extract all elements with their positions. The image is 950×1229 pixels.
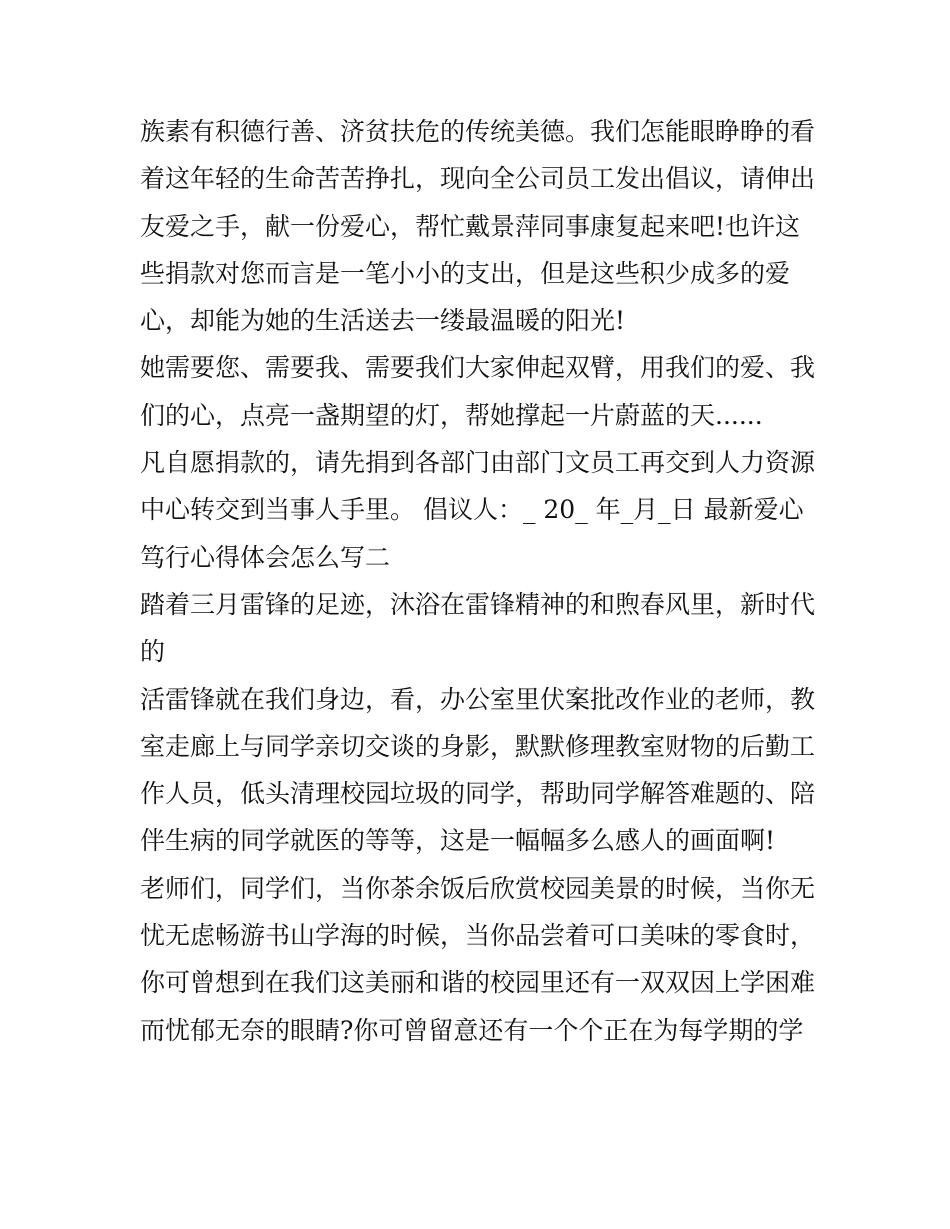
- text-line: 的: [140, 637, 166, 667]
- text-line: 室走廊上与同学亲切交谈的身影，默默修理教室财物的后勤工: [140, 731, 816, 761]
- text-line: 们的心，点亮一盏期望的灯，帮她撑起一片蔚蓝的天......: [140, 400, 763, 430]
- text-line: 中心转交到当事人手里。 倡议人：_ 20_ 年_月_日 最新爱心: [140, 495, 804, 525]
- text-line: 而忧郁无奈的眼睛?你可曾留意还有一个个正在为每学期的学: [140, 1015, 804, 1045]
- text-line: 友爱之手，献一份爱心，帮忙戴景萍同事康复起来吧!也许这: [140, 211, 801, 241]
- text-line: 族素有积德行善、济贫扶危的传统美德。我们怎能眼睁睁的看: [140, 117, 816, 146]
- text-line: 作人员，低头清理校园垃圾的同学，帮助同学解答难题的、陪: [140, 779, 816, 809]
- text-line: 活雷锋就在我们身边，看，办公室里伏案批改作业的老师，教: [140, 684, 816, 714]
- text-line: 凡自愿捐款的，请先捐到各部门由部门文员工再交到人力资源: [140, 448, 816, 478]
- text-line: 老师们，同学们，当你茶余饭后欣赏校园美景的时候，当你无: [140, 873, 816, 903]
- text-line: 踏着三月雷锋的足迹，沐浴在雷锋精神的和煦春风里，新时代: [140, 589, 816, 619]
- document-body: [140, 108, 820, 1054]
- text-line: 忧无虑畅游书山学海的时候，当你品尝着可口美味的零食时，: [140, 921, 816, 951]
- text-line: 心，却能为她的生活送去一缕最温暖的阳光!: [140, 306, 626, 336]
- text-line: 些捐款对您而言是一笔小小的支出，但是这些积少成多的爱: [140, 258, 791, 288]
- text-line: 伴生病的同学就医的等等，这是一幅幅多么感人的画面啊!: [140, 826, 776, 856]
- text-line: 她需要您、需要我、需要我们大家伸起双臂，用我们的爱、我: [140, 353, 816, 383]
- text-line: 你可曾想到在我们这美丽和谐的校园里还有一双双因上学困难: [140, 968, 816, 998]
- text-line: 笃行心得体会怎么写二: [140, 542, 391, 572]
- text-line: 着这年轻的生命苦苦挣扎，现向全公司员工发出倡议，请伸出: [140, 164, 816, 194]
